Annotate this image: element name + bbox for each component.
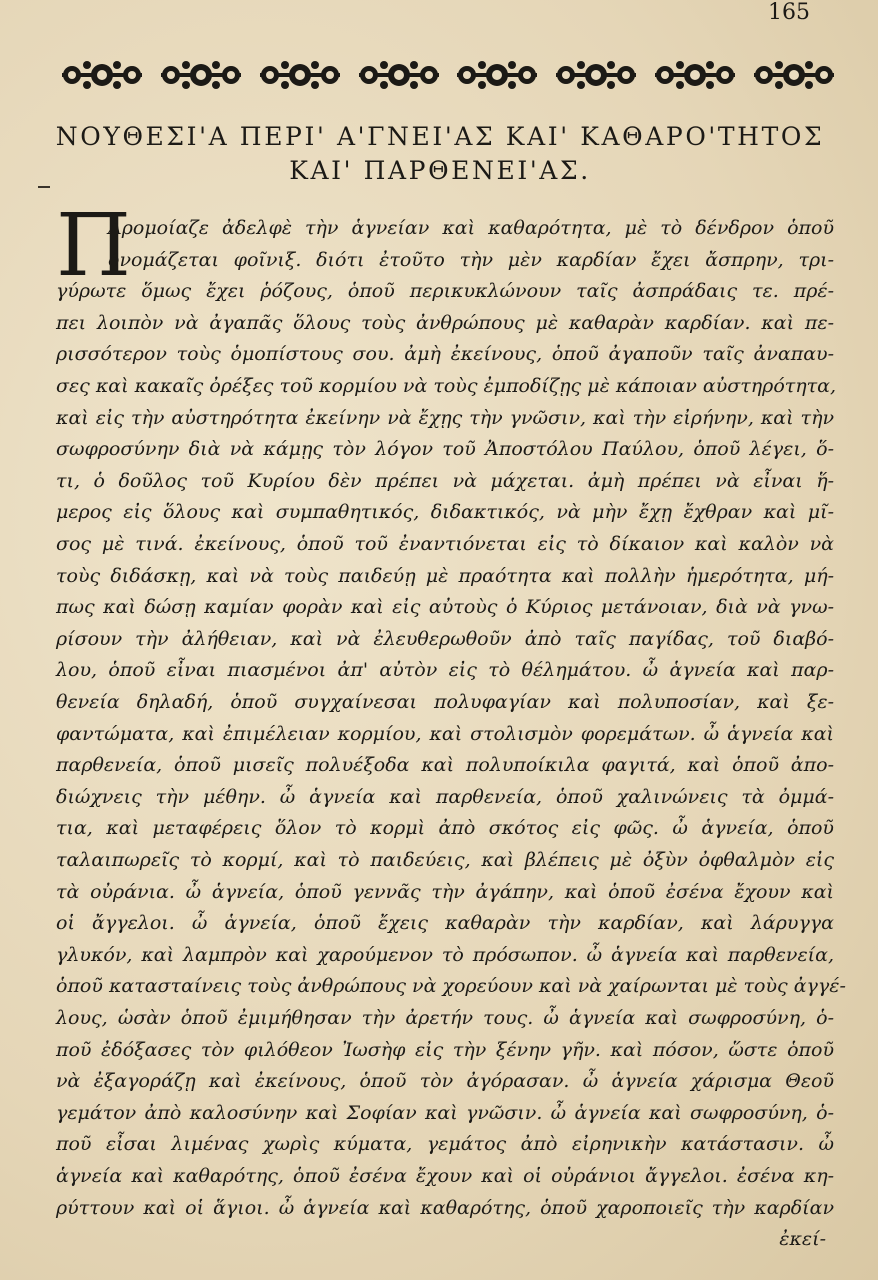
text-line: σες καὶ κακαῖς ὀρέξες τοῦ κορμίου νὰ τοὺς ἐμποδίζῃς μὲ κάποιαν αὐστηρότητα, xyxy=(56,375,837,397)
text-line: ποῦ εἶσαι λιμένας χωρὶς κύματα, γεμάτος ἀπὸ εἰρηνικὴν κατάστασιν. ὦ xyxy=(56,1133,834,1156)
text-line: διώχνεις τὴν μέθην. ὦ ἁγνεία καὶ παρθενεία, ὁποῦ χαλινώνεις τὰ ὀμμά- xyxy=(56,785,834,808)
text-line: τια, καὶ μεταφέρεις ὅλον τὸ κορμὶ ἀπὸ σκότος εἰς φῶς. ὦ ἁγνεία, ὁποῦ xyxy=(56,817,834,840)
text-line: παρθενεία, ὁποῦ μισεῖς πολυέξοδα καὶ πολυποίκιλα φαγιτά, καὶ ὁποῦ ἀπο- xyxy=(56,754,834,777)
text-line: ἁγνεία καὶ καθαρότης, ὁποῦ ἐσένα ἔχουν καὶ οἱ οὐράνιοι ἄγγελοι. ἐσένα κη- xyxy=(56,1165,834,1187)
text-line: τοὺς διδάσκῃ, καὶ νὰ τοὺς παιδεύῃ μὲ πραότητα καὶ πολλὴν ἡμερότητα, μή- xyxy=(56,564,834,587)
text-line: θενεία δηλαδή, ὁποῦ συγχαίνεσαι πολυφαγίαν καὶ πολυποσίαν, καὶ ξε- xyxy=(56,691,834,713)
catchword: ἐκεί- xyxy=(779,1228,826,1251)
text-line: μερος εἰς ὅλους καὶ συμπαθητικός, διδακτικός, νὰ μὴν ἔχῃ ἔχθραν καὶ μῖ- xyxy=(56,501,834,524)
fleuron-ornament-icon xyxy=(552,53,640,97)
text-line: νὰ ἐξαγοράζῃ καὶ ἐκείνους, ὁποῦ τὸν ἀγόρασαν. ὦ ἁγνεία χάρισμα Θεοῦ xyxy=(56,1070,834,1093)
ornamental-header-band xyxy=(58,50,838,100)
text-line: ποῦ ἐδόξασες τὸν φιλόθεον Ἰωσὴφ εἰς τὴν ξένην γῆν. καὶ πόσον, ὥστε ὁποῦ xyxy=(56,1038,834,1061)
text-line: ταλαιπωρεῖς τὸ κορμί, καὶ τὸ παιδεύεις, καὶ βλέπεις μὲ ὀξὺν ὀφθαλμὸν εἰς xyxy=(56,849,834,871)
fleuron-ornament-icon xyxy=(157,53,245,97)
text-line: λους, ὡσὰν ὁποῦ ἐμιμήθησαν τὴν ἀρετήν τους. ὦ ἁγνεία καὶ σωφροσύνη, ὁ- xyxy=(56,1007,834,1029)
text-line: οἱ ἄγγελοι. ὦ ἁγνεία, ὁποῦ ἔχεις καθαρὰν τὴν καρδίαν, καὶ λάρυγγα xyxy=(56,912,834,935)
text-line: τὰ οὐράνια. ὦ ἁγνεία, ὁποῦ γεννᾶς τὴν ἀγάπην, καὶ ὁποῦ ἐσένα ἔχουν καὶ xyxy=(56,880,834,903)
text-line: ὀνομάζεται φοῖνιξ. διότι ἐτοῦτο τὴν μὲν καρδίαν ἔχει ἄσπρην, τρι- xyxy=(108,248,834,271)
fleuron-ornament-icon xyxy=(453,53,541,97)
text-line: σωφροσύνην διὰ νὰ κάμῃς τὸν λόγον τοῦ Ἀποστόλου Παύλου, ὁποῦ λέγει, ὅ- xyxy=(56,438,834,461)
page-number: 165 xyxy=(768,0,810,25)
text-line: λου, ὁποῦ εἶναι πιασμένοι ἀπ' αὐτὸν εἰς τὸ θέλημάτου. ὦ ἁγνεία καὶ παρ- xyxy=(56,659,834,682)
text-line: γλυκόν, καὶ λαμπρὸν καὶ χαρούμενον τὸ πρόσωπον. ὦ ἁγνεία καὶ παρθενεία, xyxy=(56,943,834,966)
drop-cap: Π xyxy=(56,196,131,296)
text-line: καὶ εἰς τὴν αὐστηρότητα ἐκείνην νὰ ἔχῃς τὴν γνῶσιν, καὶ τὴν εἰρήνην, καὶ τὴν xyxy=(56,406,834,429)
text-line: πει λοιπὸν νὰ ἀγαπᾶς ὅλους τοὺς ἀνθρώπους μὲ καθαρὰν καρδίαν. καὶ πε- xyxy=(56,311,834,334)
text-line: ρύττουν καὶ οἱ ἅγιοι. ὦ ἁγνεία καὶ καθαρότης, ὁποῦ χαροποιεῖς τὴν καρδίαν xyxy=(56,1196,834,1219)
text-line: πως καὶ δώσῃ καμίαν φορὰν καὶ εἰς αὐτοὺς ὁ Κύριος μετάνοιαν, διὰ νὰ γνω- xyxy=(56,596,834,619)
fleuron-ornament-icon xyxy=(58,53,146,97)
text-line: φαντώματα, καὶ ἐπιμέλειαν κορμίου, καὶ στολισμὸν φορεμάτων. ὦ ἁγνεία καὶ xyxy=(56,722,834,745)
title-line-2: ΚΑΙ' ΠΑΡΘΕΝΕΙ'ΑΣ. xyxy=(289,156,591,185)
text-line: γεμάτον ἀπὸ καλοσύνην καὶ Σοφίαν καὶ γνῶσιν. ὦ ἁγνεία καὶ σωφροσύνη, ὁ- xyxy=(56,1101,834,1124)
fleuron-ornament-icon xyxy=(355,53,443,97)
margin-mark xyxy=(38,186,50,188)
text-line: Αρομοίαζε ἀδελφὲ τὴν ἁγνείαν καὶ καθαρότητα, μὲ τὸ δένδρον ὁποῦ xyxy=(108,217,834,239)
fleuron-ornament-icon xyxy=(750,53,838,97)
text-line: σος μὲ τινά. ἐκείνους, ὁποῦ τοῦ ἐναντιόνεται εἰς τὸ δίκαιον καὶ καλὸν νὰ xyxy=(56,533,834,555)
fleuron-ornament-icon xyxy=(256,53,344,97)
text-line: ρισσότερον τοὺς ὁμοπίστους σου. ἀμὴ ἐκείνους, ὁποῦ ἀγαποῦν ταῖς ἀναπαυ- xyxy=(56,343,834,366)
fleuron-ornament-icon xyxy=(651,53,739,97)
text-line: ρίσουν τὴν ἀλήθειαν, καὶ νὰ ἐλευθερωθοῦν ἀπὸ ταῖς παγίδας, τοῦ διαβό- xyxy=(56,627,834,650)
text-line: τι, ὁ δοῦλος τοῦ Κυρίου δὲν πρέπει νὰ μάχεται. ἀμὴ πρέπει νὰ εἶναι ἥ- xyxy=(56,469,834,492)
text-line: γύρωτε ὅμως ἔχει ῥόζους, ὁποῦ περικυκλώνουν ταῖς ἀσπράδαις τε. πρέ- xyxy=(56,280,834,303)
chapter-title xyxy=(40,120,840,188)
text-line: ὁποῦ κατασταίνεις τοὺς ἀνθρώπους νὰ χορεύουν καὶ νὰ χαίρωνται μὲ τοὺς ἀγγέ- xyxy=(56,975,846,998)
title-line-1: ΝΟΥΘΕΣΙ'Α ΠΕΡΙ' Α'ΓΝΕΙ'ΑΣ ΚΑΙ' ΚΑΘΑΡΟ'ΤΗΤΟΣ xyxy=(55,122,825,151)
